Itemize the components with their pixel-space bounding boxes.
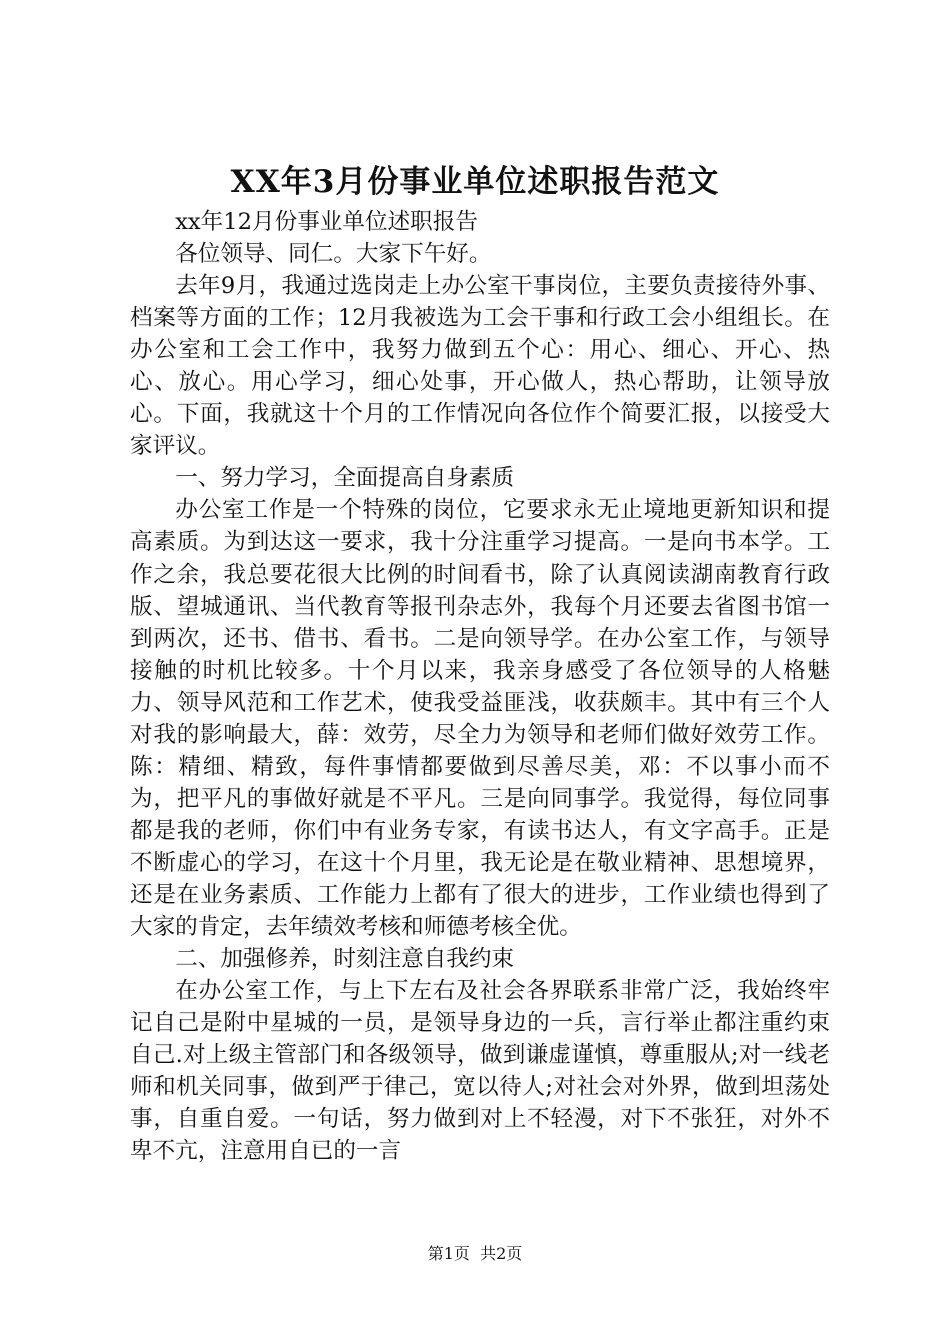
section-heading-2: 二、加强修养，时刻注意自我约束: [175, 946, 515, 973]
page-footer: [0, 1243, 950, 1265]
document-title: XX年3月份事业单位述职报告范文: [230, 164, 720, 200]
page-number: 第1页: [427, 1244, 470, 1263]
section-heading-1: 一、努力学习，全面提高自身素质: [175, 465, 515, 492]
document-body: [130, 206, 830, 1167]
paragraph-self-discipline: 在办公室工作，与上下左右及社会各界联系非常广泛，我始终牢记自己是附中星城的一员，是领导身边的一兵，言行举止都注重约束自己.对上级主管部门和各级领导，做到谦虚谨慎，尊重服从;对一线老师和机关同事，做到严于律己，宽以待人;对社会对外界，做到坦荡处事，自重自爱。一句话，努力做到对上不轻漫，对下不张狂，对外不卑不亢，注意用自已的一言: [130, 978, 830, 1165]
paragraph-report-subtitle: xx年12月份事业单位述职报告: [175, 209, 478, 235]
paragraph-intro: 去年9月，我通过选岗走上办公室干事岗位，主要负责接待外事、档案等方面的工作；12月我被选为工会干事和行政工会小组组长。在办公室和工会工作中，我努力做到五个心：用心、细心、开心、热心、放心。用心学习，细心处事，开心做人，热心帮助，让领导放心。下面，我就这十个月的工作情况向各位作个简要汇报，以接受大家评议。: [130, 273, 830, 460]
paragraph-greeting: 各位领导、同仁。大家下午好。: [175, 241, 492, 268]
paragraph-study: 办公室工作是一个特殊的岗位，它要求永无止境地更新知识和提高素质。为到达这一要求，我十分注重学习提高。一是向书本学。工作之余，我总要花很大比例的时间看书，除了认真阅读湖南教育行政版、望城通讯、当代教育等报刊杂志外，我每个月还要去省图书馆一到两次，还书、借书、看书。二是向领导学。在办公室工作，与领导接触的时机比较多。十个月以来，我亲身感受了各位领导的人格魅力、领导风范和工作艺术，使我受益匪浅，收获颇丰。其中有三个人对我的影响最大，薛：效劳，尽全力为领导和老师们做好效劳工作。陈：精细、精致，每件事情都要做到尽善尽美，邓：不以事小而不为，把平凡的事做好就是不平凡。三是向同事学。我觉得，每位同事都是我的老师，你们中有业务专家，有读书达人，有文字高手。正是不断虚心的学习，在这十个月里，我无论是在敬业精神、思想境界，还是在业务素质、工作能力上都有了很大的进步，工作业绩也得到了大家的肯定，去年绩效考核和师德考核全优。: [130, 497, 830, 941]
page-total: 共2页: [480, 1244, 523, 1263]
